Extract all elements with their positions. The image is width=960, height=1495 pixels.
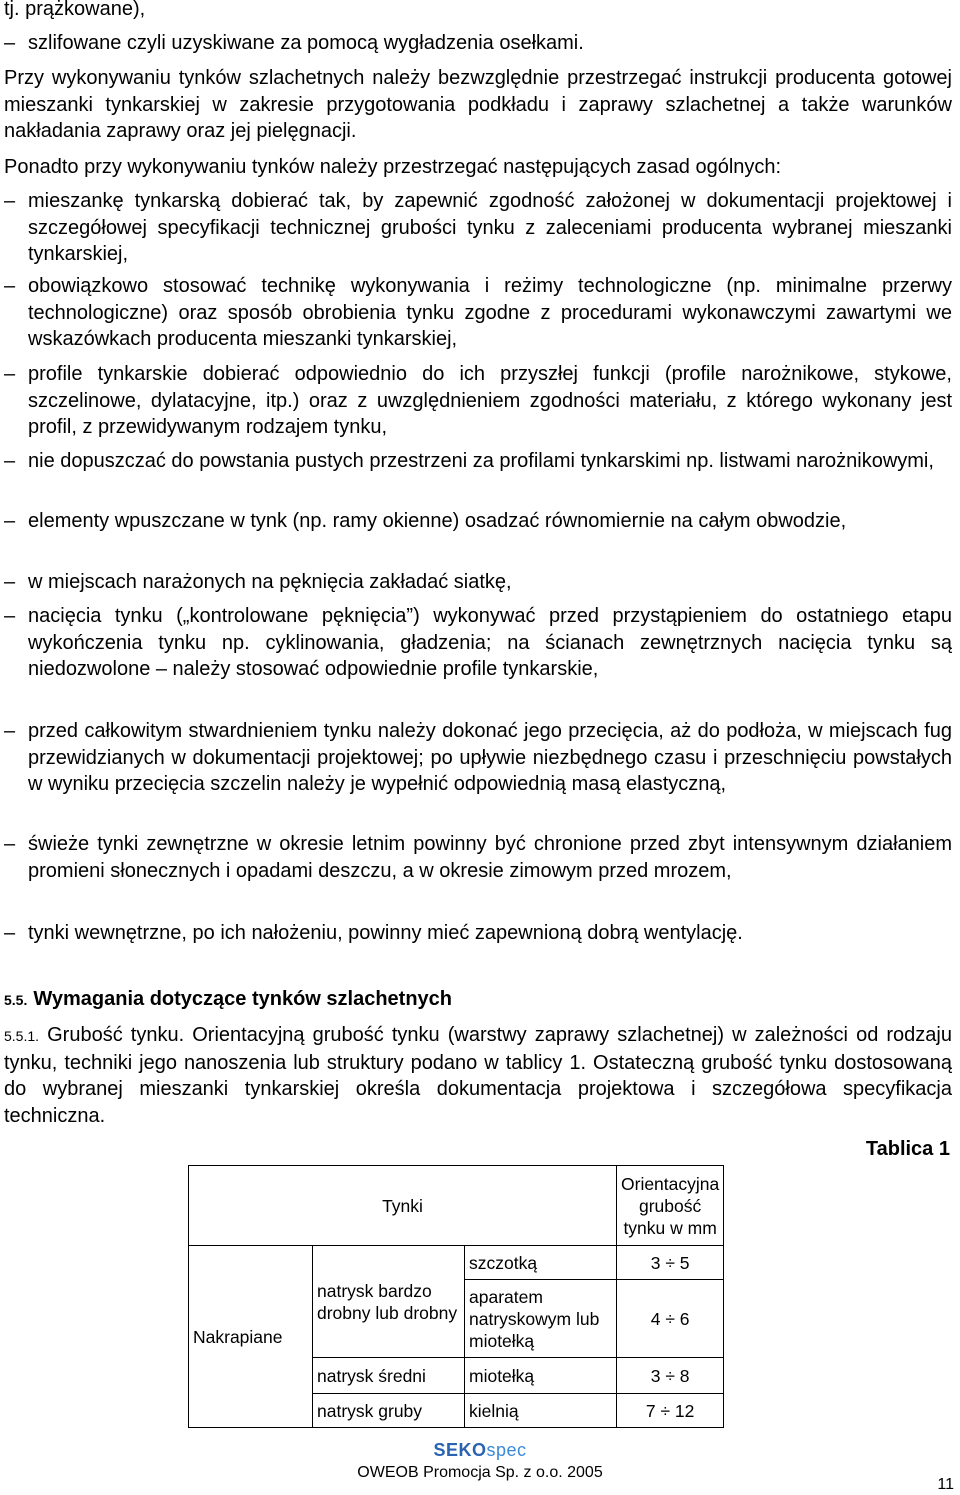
paragraph: Przy wykonywaniu tynków szlachetnych należy bezwzględnie przestrzegać instrukcji producenta gotowej mieszanki tynkarskiej w zakresie przygotowania podkładu i zaprawy szlachetnej a także warunków nakładania zaprawy oraz jej pielęgnacji. [4, 67, 952, 142]
dash-bullet: – [4, 605, 16, 627]
table-row [189, 1246, 724, 1280]
paragraph [4, 1022, 952, 1129]
dash-bullet: – [4, 32, 16, 54]
table-cell: 4 ÷ 6 [617, 1280, 724, 1358]
table-cell: aparatem natryskowym lub miotełką [465, 1280, 617, 1358]
dash-bullet: – [4, 922, 16, 944]
list-item [4, 188, 952, 268]
list-item [4, 831, 952, 884]
list-item-text: szlifowane czyli uzyskiwane za pomocą wygładzenia osełkami. [28, 32, 584, 54]
table-cell: kielnią [465, 1394, 617, 1428]
list-item [4, 569, 952, 596]
table-cell: natrysk średni [313, 1358, 465, 1394]
dash-bullet: – [4, 450, 16, 472]
table-cell: miotełką [465, 1358, 617, 1394]
table-cell: 3 ÷ 8 [617, 1358, 724, 1394]
dash-bullet: – [4, 363, 16, 385]
table-title: Tablica 1 [865, 1138, 950, 1160]
list-item [4, 30, 952, 57]
dash-bullet: – [4, 275, 16, 297]
footer-company: OWEOB Promocja Sp. z o.o. 2005 [357, 1464, 603, 1481]
list-item [4, 448, 952, 475]
table-cell: szczotką [465, 1246, 617, 1280]
dash-bullet: – [4, 720, 16, 742]
section-title: Wymagania dotyczące tynków szlachetnych [33, 988, 453, 1010]
list-item-text: przed całkowitym stwardnieniem tynku należy dokonać jego przecięcia, aż do podłoża, w miejscach fug przewidzianych w dokumentacji projektowej; po upływie niezbędnego czasu i przeschnięciu powstałych w wyniku przecięcia szczelin należy je wypełnić odpowiednią masą elastyczną, [28, 720, 952, 795]
list-item-text: profile tynkarskie dobierać odpowiednio do ich przyszłej funkcji (profile narożnikowe, stykowe, szczelinowe, dylatacyjne, itp.) oraz z uwzględnieniem zgodności materiału, z którego wykonany jest profil, z przewidywanym rodzajem tynku, [28, 363, 952, 438]
table-header-cell: Orientacyjna grubość tynku w mm [617, 1166, 724, 1246]
table-row [189, 1166, 724, 1246]
list-item-text: obowiązkowo stosować technikę wykonywania i reżimy technologiczne (np. minimalne przerwy technologiczne) oraz sposób obrobienia tynku zgodne z procedurami wykonawczymi zawartymi we wskazówkach producenta mieszanki tynkarskiej, [28, 275, 952, 350]
page-number: 11 [937, 1476, 954, 1493]
subsection-number: 5.5.1. [4, 1028, 40, 1044]
table-cell: 7 ÷ 12 [617, 1394, 724, 1428]
list-item [4, 273, 952, 353]
table-cell: Nakrapiane [189, 1246, 313, 1428]
table-cell: natrysk bardzo drobny lub drobny [313, 1246, 465, 1358]
plaster-thickness-table [188, 1165, 724, 1428]
list-item-text: świeże tynki zewnętrzne w okresie letnim powinny być chronione przed zbyt intensywnym działaniem promieni słonecznych i opadami deszczu, a w okresie zimowym przed mrozem, [28, 833, 952, 882]
logo-text-seko: SEKO [433, 1440, 487, 1460]
list-item-text: mieszankę tynkarską dobierać tak, by zapewnić zgodność założonej w dokumentacji projektowej i szczegółowej specyfikacji technicznej grubości tynku z zaleceniami producenta wybranej mieszanki tynkarskiej, [28, 190, 952, 265]
list-item [4, 920, 952, 947]
logo-text-spec: spec [486, 1440, 527, 1460]
dash-bullet: – [4, 510, 16, 532]
section-heading [4, 988, 452, 1011]
continuation-line: tj. prążkowane), [4, 0, 146, 20]
list-item-text: nie dopuszczać do powstania pustych przestrzeni za profilami tynkarskimi np. listwami narożnikowymi, [28, 450, 934, 472]
dash-bullet: – [4, 190, 16, 212]
list-item-text: tynki wewnętrzne, po ich nałożeniu, powinny mieć zapewnioną dobrą wentylację. [28, 922, 743, 944]
dash-bullet: – [4, 571, 16, 593]
sekospec-logo [0, 1440, 960, 1461]
list-item [4, 361, 952, 441]
table-cell: natrysk gruby [313, 1394, 465, 1428]
paragraph: Ponadto przy wykonywaniu tynków należy przestrzegać następujących zasad ogólnych: [4, 156, 782, 178]
list-item [4, 603, 952, 683]
list-item-text: nacięcia tynku („kontrolowane pęknięcia”) wykonywać przed przystąpieniem do ostatniego etapu wykończenia tynku np. cyklinowania, gładzenia; na ścianach zewnętrznych nacięcia tynku są niedozwolone – należy stosować odpowiednie profile tynkarskie, [28, 605, 952, 680]
table-header-cell: Tynki [189, 1166, 617, 1246]
subsection-text: Grubość tynku. Orientacyjną grubość tynku (warstwy zaprawy szlachetnej) w zależności od rodzaju tynku, techniki jego nanoszenia lub struktury podano w tablicy 1. Ostateczną grubość tynku dostosowaną do wybranej mieszanki tynkarskiej określa dokumentacja projektowa i szczegółowa specyfikacja techniczna. [4, 1024, 952, 1127]
table-cell: 3 ÷ 5 [617, 1246, 724, 1280]
list-item [4, 508, 952, 535]
list-item-text: elementy wpuszczane w tynk (np. ramy okienne) osadzać równomiernie na całym obwodzie, [28, 510, 847, 532]
dash-bullet: – [4, 833, 16, 855]
list-item [4, 718, 952, 798]
list-item-text: w miejscach narażonych na pęknięcia zakładać siatkę, [28, 571, 512, 593]
section-number: 5.5. [4, 992, 28, 1008]
